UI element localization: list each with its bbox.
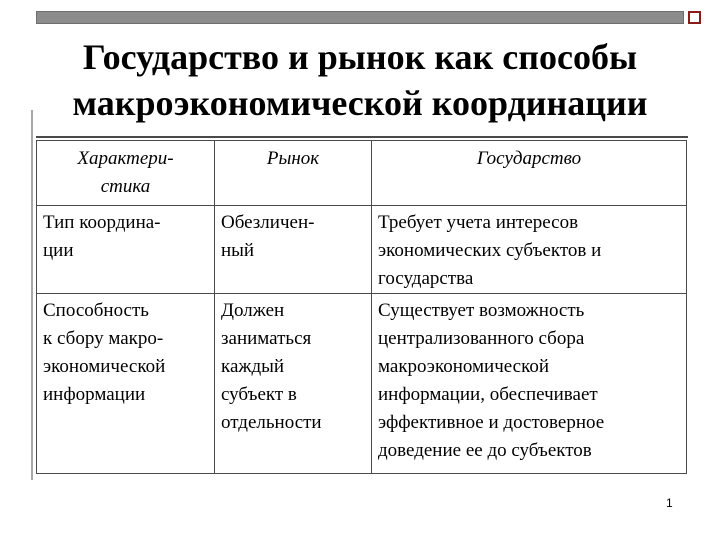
title-line-1: Государство и рынок как способы (82, 37, 638, 77)
header-state-label: Государство (476, 148, 582, 169)
header-characteristic-line-2: стика (100, 176, 151, 197)
comparison-table (36, 140, 687, 474)
cell-line: государства (378, 268, 474, 289)
cell-characteristic (37, 294, 215, 474)
table-row (37, 294, 687, 474)
cell-line: Способность (43, 300, 149, 321)
cell-line: экономической (43, 356, 166, 377)
title-line-2: макроэкономической координации (72, 83, 648, 123)
cell-state (372, 206, 687, 294)
corner-square-decoration (688, 11, 701, 24)
header-state (372, 141, 687, 206)
cell-line: Существует возможность (378, 300, 585, 321)
cell-line: ный (221, 240, 255, 261)
cell-line: Тип координа- (43, 212, 161, 233)
cell-line: доведение ее до субъектов (378, 440, 592, 461)
cell-line: субъект в (221, 384, 297, 405)
cell-line: к сбору макро- (43, 328, 164, 349)
cell-line: централизованного сбора (378, 328, 585, 349)
cell-market (215, 206, 372, 294)
cell-line: информации, обеспечивает (378, 384, 598, 405)
table-row (37, 206, 687, 294)
cell-characteristic (37, 206, 215, 294)
cell-line: заниматься (221, 328, 312, 349)
slide-title (20, 34, 700, 126)
page-number: 1 (666, 496, 673, 510)
cell-line: экономических субъектов и (378, 240, 602, 261)
table-header-row (37, 141, 687, 206)
cell-line: отдельности (221, 412, 322, 433)
header-characteristic-line-1: Характери- (77, 148, 174, 169)
cell-line: Требует учета интересов (378, 212, 579, 233)
header-characteristic (37, 141, 215, 206)
cell-line: каждый (221, 356, 285, 377)
header-market-label: Рынок (266, 148, 320, 169)
cell-line: информации (43, 384, 146, 405)
vertical-divider-decoration (31, 110, 33, 480)
cell-line: ции (43, 240, 74, 261)
title-bar-decoration (36, 11, 684, 24)
header-market (215, 141, 372, 206)
cell-line: Обезличен- (221, 212, 315, 233)
cell-market (215, 294, 372, 474)
cell-state (372, 294, 687, 474)
cell-line: эффективное и достоверное (378, 412, 605, 433)
cell-line: Должен (221, 300, 285, 321)
title-underline (36, 136, 688, 138)
cell-line: макроэкономической (378, 356, 550, 377)
